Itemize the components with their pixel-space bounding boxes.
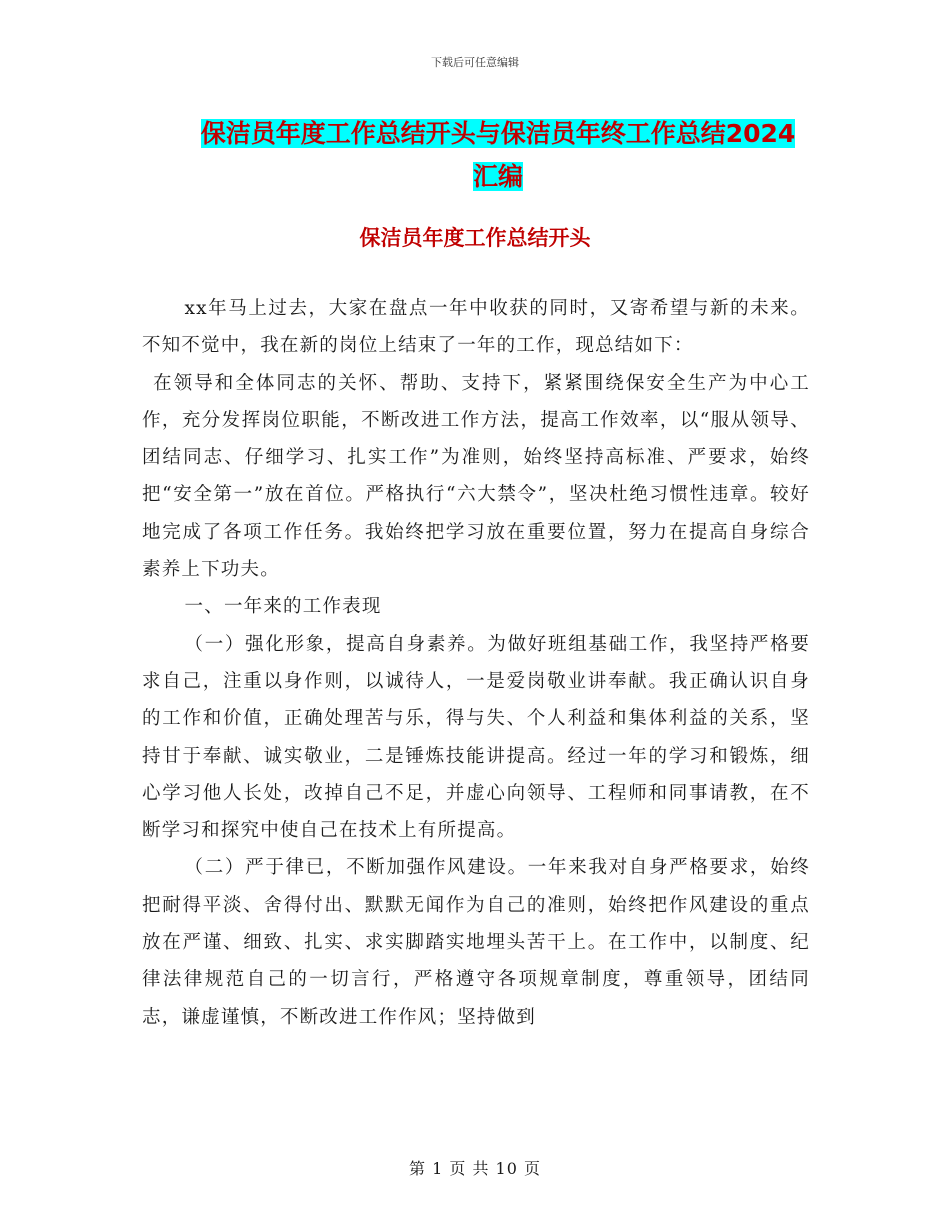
header-note: 下载后可任意编辑: [431, 56, 519, 69]
paragraph-intro: xx年马上过去，大家在盘点一年中收获的同时，又寄希望与新的未来。不知不觉中，我在新的岗位上结束了一年的工作，现总结如下：: [142, 298, 810, 357]
paragraph-heading-1: 一、一年来的工作表现: [184, 596, 382, 618]
page-number: 第 1 页 共 10 页: [409, 1159, 541, 1178]
paragraph-section-1: （一）强化形象，提高自身素养。为做好班组基础工作，我坚持严格要求自己，注重以身作则，以诚待人，一是爱岗敬业讲奉献。我正确认识自身的工作和价值，正确处理苦与乐，得与失、个人利益和集体利益的关系，坚持甘于奉献、诚实敬业，二是锤炼技能讲提高。经过一年的学习和锻炼，细心学习他人长处，改掉自己不足，并虚心向领导、工程师和同事请教，在不断学习和探究中使自己在技术上有所提高。: [142, 633, 810, 842]
paragraph-summary: 在领导和全体同志的关怀、帮助、支持下，紧紧围绕保安全生产为中心工作，充分发挥岗位职能，不断改进工作方法，提高工作效率，以“服从领导、团结同志、仔细学习、扎实工作”为准则，始终坚持高标准、严要求，始终把“安全第一”放在首位。严格执行“六大禁令”，坚决杜绝习惯性违章。较好地完成了各项工作任务。我始终把学习放在重要位置，努力在提高自身综合素养上下功夫。: [142, 372, 810, 581]
document-title-line2: 汇编: [472, 162, 523, 191]
document-title-line1: 保洁员年度工作总结开头与保洁员年终工作总结2024: [200, 119, 796, 148]
section-title: 保洁员年度工作总结开头: [359, 226, 591, 250]
paragraph-section-2: （二）严于律已，不断加强作风建设。一年来我对自身严格要求，始终把耐得平淡、舍得付出、默默无闻作为自己的准则，始终把作风建设的重点放在严谨、细致、扎实、求实脚踏实地埋头苦干上。在工作中，以制度、纪律法律规范自己的一切言行，严格遵守各项规章制度，尊重领导，团结同志，谦虚谨慎，不断改进工作作风；坚持做到: [142, 857, 810, 1028]
document-title: [190, 112, 806, 198]
body-text: [142, 290, 810, 1036]
